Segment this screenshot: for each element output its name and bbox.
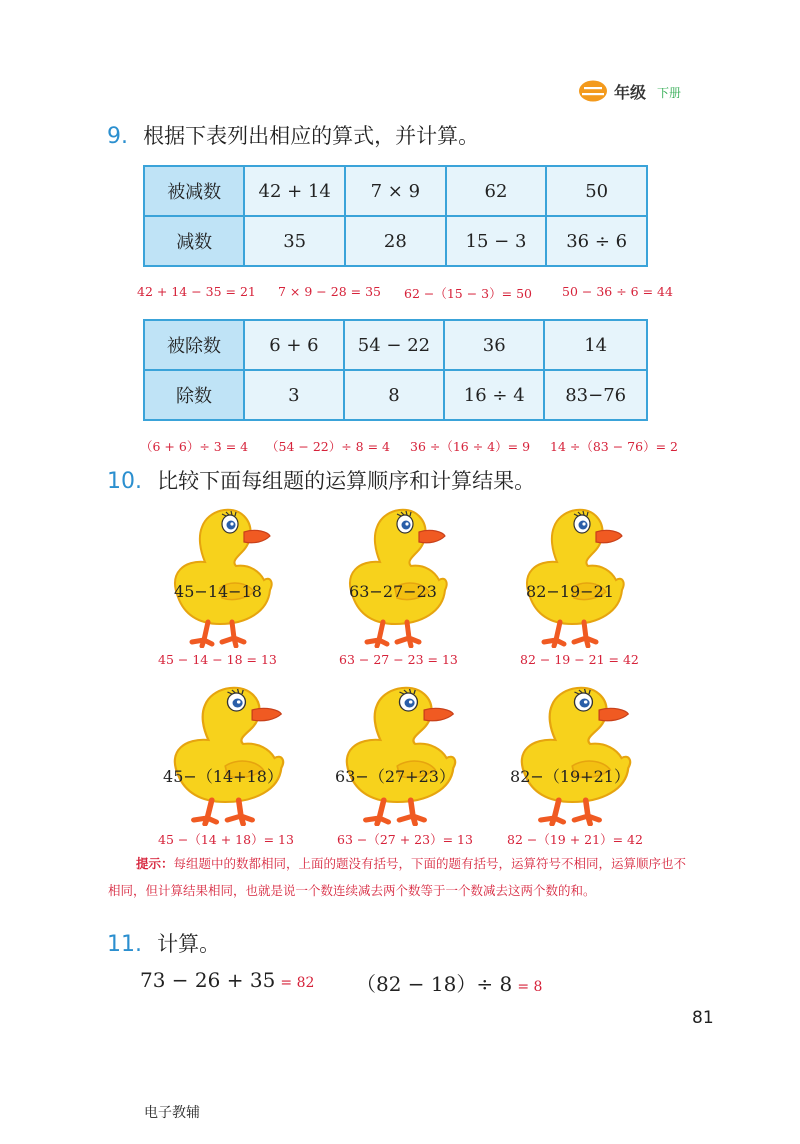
answer-text: 63 −（27 + 23）= 13 — [337, 832, 473, 847]
duck-illustration — [160, 502, 276, 648]
table-cell: 54 − 22 — [344, 320, 444, 370]
question-11-text: 计算。 — [157, 932, 221, 956]
duck-expression: 82−19−21 — [526, 582, 614, 601]
question-10-heading — [107, 465, 535, 495]
table-cell: 28 — [345, 216, 446, 266]
hint-paragraph — [108, 850, 694, 904]
duck-icon — [160, 502, 276, 648]
answer-text: （6 + 6）÷ 3 = 4 — [140, 439, 249, 454]
subtraction-table — [143, 165, 648, 267]
table-cell: 16 ÷ 4 — [444, 370, 544, 420]
table-cell: 36 ÷ 6 — [546, 216, 647, 266]
calc-item-2 — [356, 968, 542, 997]
table-row — [144, 320, 647, 370]
calc-answer: = 82 — [280, 975, 315, 991]
duck-icon — [330, 680, 460, 826]
grade-label: 年级 — [614, 83, 647, 102]
duck-icon — [512, 502, 628, 648]
table-cell: 83−76 — [544, 370, 647, 420]
answer-text: 7 × 9 − 28 = 35 — [278, 284, 381, 299]
answer-text: （54 − 22）÷ 8 = 4 — [266, 439, 391, 454]
table-cell: 除数 — [144, 370, 244, 420]
grade-badge-icon — [578, 80, 608, 102]
question-10-text: 比较下面每组题的运算顺序和计算结果。 — [157, 469, 536, 493]
calc-expression: 73 − 26 + 35 — [140, 968, 276, 992]
duck-expression: 63−27−23 — [349, 582, 437, 601]
calc-answer: = 8 — [517, 979, 543, 995]
answer-text: 45 − 14 − 18 = 13 — [158, 652, 277, 667]
table-cell: 被减数 — [144, 166, 244, 216]
table-row — [144, 166, 647, 216]
page-number: 81 — [692, 1008, 714, 1028]
duck-illustration — [512, 502, 628, 648]
calc-expression: （82 − 18）÷ 8 — [356, 972, 513, 996]
table-cell: 被除数 — [144, 320, 244, 370]
table-cell: 14 — [544, 320, 647, 370]
duck-illustration — [330, 680, 460, 826]
duck-icon — [335, 502, 451, 648]
duck-illustration — [158, 680, 288, 826]
duck-expression: 63−（27+23） — [335, 767, 455, 786]
answer-text: 14 ÷（83 − 76）= 2 — [550, 439, 678, 454]
answer-text: 62 −（15 − 3）= 50 — [404, 286, 532, 301]
table-cell: 50 — [546, 166, 647, 216]
answer-text: 45 −（14 + 18）= 13 — [158, 832, 294, 847]
table-cell: 6 + 6 — [244, 320, 344, 370]
duck-icon — [505, 680, 635, 826]
question-9-heading — [107, 120, 479, 150]
answer-text: 42 + 14 − 35 = 21 — [137, 284, 256, 299]
question-10-number: 10. — [107, 469, 142, 494]
table-cell: 7 × 9 — [345, 166, 446, 216]
answer-text: 50 − 36 ÷ 6 = 44 — [562, 284, 673, 299]
table-cell: 62 — [446, 166, 547, 216]
table-cell: 35 — [244, 216, 345, 266]
hint-text: 每组题中的数都相同，上面的题没有括号，下面的题有括号，运算符号不相同，运算顺序也不相同，但计算结果相同，也就是说一个数连续减去两个数等于一个数减去这两个数的和。 — [108, 856, 687, 898]
table-cell: 3 — [244, 370, 344, 420]
table-cell: 8 — [344, 370, 444, 420]
question-9-text: 根据下表列出相应的算式，并计算。 — [143, 124, 480, 148]
question-11-number: 11. — [107, 932, 142, 957]
duck-expression: 45−（14+18） — [163, 767, 283, 786]
table-cell: 减数 — [144, 216, 244, 266]
hint-label: 提示： — [136, 856, 174, 871]
table-row — [144, 216, 647, 266]
answer-text: 63 − 27 − 23 = 13 — [339, 652, 458, 667]
question-9-number: 9. — [107, 124, 128, 149]
answer-text: 82 −（19 + 21）= 42 — [507, 832, 643, 847]
footer-text: 电子教辅 — [144, 1105, 200, 1121]
volume-label: 下册 — [657, 86, 682, 100]
table-cell: 42 + 14 — [244, 166, 345, 216]
duck-expression: 82−（19+21） — [510, 767, 630, 786]
duck-illustration — [335, 502, 451, 648]
calc-item-1 — [140, 968, 314, 992]
answer-text: 82 − 19 − 21 = 42 — [520, 652, 639, 667]
duck-expression: 45−14−18 — [174, 582, 262, 601]
table-row — [144, 370, 647, 420]
duck-icon — [158, 680, 288, 826]
question-11-heading — [107, 928, 220, 958]
table-cell: 36 — [444, 320, 544, 370]
answer-text: 36 ÷（16 ÷ 4）= 9 — [410, 439, 531, 454]
division-table — [143, 319, 648, 421]
duck-illustration — [505, 680, 635, 826]
table-cell: 15 − 3 — [446, 216, 547, 266]
